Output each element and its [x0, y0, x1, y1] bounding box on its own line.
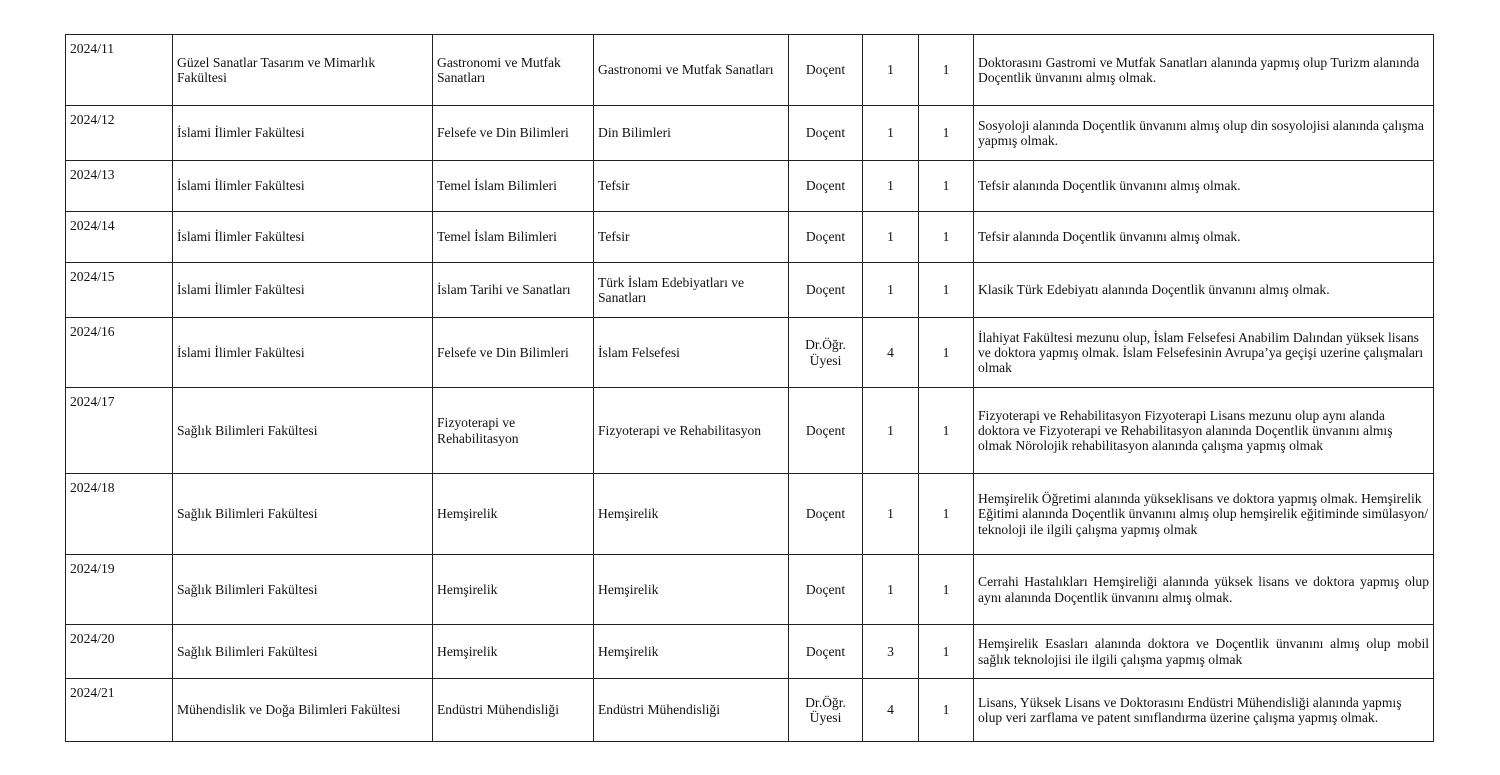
department-cell: Hemşirelik [433, 474, 594, 555]
program-cell: Din Bilimleri [594, 106, 789, 161]
requirement-cell: Sosyoloji alanında Doçentlik ünvanını almış olup din sosyolojisi alanında çalışma yapmış olmak. [974, 106, 1434, 161]
ilan-no: 2024/15 [66, 263, 173, 318]
faculty-cell: İslami İlimler Fakültesi [173, 263, 433, 318]
faculty-cell: Mühendislik ve Doğa Bilimleri Fakültesi [173, 679, 433, 742]
count-cell: 1 [863, 35, 919, 106]
faculty-cell: İslami İlimler Fakültesi [173, 318, 433, 388]
requirement-cell: Hemşirelik Esasları alanında doktora ve Doçentlik ünvanını almış olup mobil sağlık teknolojisi ile ilgili çalışma yapmış olmak [974, 625, 1434, 679]
requirement-cell: İlahiyat Fakültesi mezunu olup, İslam Felsefesi Anabilim Dalından yüksek lisans ve doktora yapmış olmak. İslam Felsefesinin Avrupa’ya geçişi uzerine çalışmaları olmak [974, 318, 1434, 388]
department-cell: Hemşirelik [433, 555, 594, 625]
table-row [66, 388, 1434, 474]
faculty-cell: İslami İlimler Fakültesi [173, 106, 433, 161]
title-cell: Doçent [789, 35, 863, 106]
faculty-positions-table [65, 34, 1434, 742]
position-cell: 1 [919, 625, 974, 679]
position-cell: 1 [919, 679, 974, 742]
count-cell: 4 [863, 318, 919, 388]
title-cell: Doçent [789, 625, 863, 679]
table-row [66, 679, 1434, 742]
title-cell: Doçent [789, 474, 863, 555]
table-row [66, 555, 1434, 625]
table-row [66, 161, 1434, 212]
program-cell: Fizyoterapi ve Rehabilitasyon [594, 388, 789, 474]
ilan-no: 2024/12 [66, 106, 173, 161]
position-cell: 1 [919, 263, 974, 318]
position-cell: 1 [919, 388, 974, 474]
program-cell: Tefsir [594, 212, 789, 263]
requirement-cell: Hemşirelik Öğretimi alanında yükseklisans ve doktora yapmış olmak. Hemşirelik Eğitimi alanında Doçentlik ünvanını almış olup hemşirelik eğitiminde simülasyon/ teknoloji ile ilgili çalışma yapmış olmak [974, 474, 1434, 555]
faculty-cell: Güzel Sanatlar Tasarım ve Mimarlık Fakültesi [173, 35, 433, 106]
title-cell: Doçent [789, 212, 863, 263]
department-cell: Felsefe ve Din Bilimleri [433, 106, 594, 161]
ilan-no: 2024/11 [66, 35, 173, 106]
ilan-no: 2024/13 [66, 161, 173, 212]
table-row [66, 263, 1434, 318]
position-cell: 1 [919, 161, 974, 212]
faculty-cell: İslami İlimler Fakültesi [173, 212, 433, 263]
department-cell: Fizyoterapi ve Rehabilitasyon [433, 388, 594, 474]
department-cell: İslam Tarihi ve Sanatları [433, 263, 594, 318]
program-cell: Endüstri Mühendisliği [594, 679, 789, 742]
requirement-cell: Tefsir alanında Doçentlik ünvanını almış olmak. [974, 212, 1434, 263]
count-cell: 1 [863, 212, 919, 263]
ilan-no: 2024/17 [66, 388, 173, 474]
requirement-cell: Klasik Türk Edebiyatı alanında Doçentlik ünvanını almış olmak. [974, 263, 1434, 318]
title-cell: Doçent [789, 263, 863, 318]
position-cell: 1 [919, 212, 974, 263]
program-cell: Gastronomi ve Mutfak Sanatları [594, 35, 789, 106]
table-row [66, 35, 1434, 106]
count-cell: 1 [863, 263, 919, 318]
position-cell: 1 [919, 318, 974, 388]
title-cell: Dr.Öğr. Üyesi [789, 679, 863, 742]
faculty-cell: Sağlık Bilimleri Fakültesi [173, 388, 433, 474]
requirement-cell: Lisans, Yüksek Lisans ve Doktorasını Endüstri Mühendisliği alanında yapmış olup veri zarflama ve patent sınıflandırma üzerine çalışma yapmış olmak. [974, 679, 1434, 742]
faculty-cell: Sağlık Bilimleri Fakültesi [173, 625, 433, 679]
count-cell: 1 [863, 388, 919, 474]
faculty-cell: Sağlık Bilimleri Fakültesi [173, 474, 433, 555]
count-cell: 1 [863, 106, 919, 161]
department-cell: Hemşirelik [433, 625, 594, 679]
department-cell: Temel İslam Bilimleri [433, 212, 594, 263]
table-row [66, 212, 1434, 263]
program-cell: Türk İslam Edebiyatları ve Sanatları [594, 263, 789, 318]
count-cell: 1 [863, 161, 919, 212]
ilan-no: 2024/20 [66, 625, 173, 679]
ilan-no: 2024/18 [66, 474, 173, 555]
faculty-cell: Sağlık Bilimleri Fakültesi [173, 555, 433, 625]
title-cell: Doçent [789, 388, 863, 474]
position-cell: 1 [919, 474, 974, 555]
title-cell: Doçent [789, 555, 863, 625]
faculty-cell: İslami İlimler Fakültesi [173, 161, 433, 212]
department-cell: Felsefe ve Din Bilimleri [433, 318, 594, 388]
department-cell: Endüstri Mühendisliği [433, 679, 594, 742]
count-cell: 3 [863, 625, 919, 679]
requirement-cell: Doktorasını Gastromi ve Mutfak Sanatları alanında yapmış olup Turizm alanında Doçentlik ünvanını almış olmak. [974, 35, 1434, 106]
title-cell: Doçent [789, 106, 863, 161]
program-cell: Hemşirelik [594, 555, 789, 625]
requirement-cell: Cerrahi Hastalıkları Hemşireliği alanında yüksek lisans ve doktora yapmış olup aynı alanında Doçentlik ünvanını almış olmak. [974, 555, 1434, 625]
count-cell: 1 [863, 555, 919, 625]
count-cell: 4 [863, 679, 919, 742]
program-cell: Hemşirelik [594, 474, 789, 555]
table-row [66, 318, 1434, 388]
position-cell: 1 [919, 35, 974, 106]
ilan-no: 2024/19 [66, 555, 173, 625]
ilan-no: 2024/16 [66, 318, 173, 388]
ilan-no: 2024/21 [66, 679, 173, 742]
requirement-cell: Fizyoterapi ve Rehabilitasyon Fizyoterapi Lisans mezunu olup aynı alanda doktora ve Fizyoterapi ve Rehabilitasyon alanında Doçentlik ünvanını almış olmak Nörolojik rehabilitasyon alanında çalışma yapmış olmak [974, 388, 1434, 474]
position-cell: 1 [919, 106, 974, 161]
count-cell: 1 [863, 474, 919, 555]
position-cell: 1 [919, 555, 974, 625]
requirement-cell: Tefsir alanında Doçentlik ünvanını almış olmak. [974, 161, 1434, 212]
table-row [66, 474, 1434, 555]
title-cell: Dr.Öğr. Üyesi [789, 318, 863, 388]
program-cell: Hemşirelik [594, 625, 789, 679]
title-cell: Doçent [789, 161, 863, 212]
program-cell: Tefsir [594, 161, 789, 212]
table-row [66, 625, 1434, 679]
department-cell: Gastronomi ve Mutfak Sanatları [433, 35, 594, 106]
ilan-no: 2024/14 [66, 212, 173, 263]
department-cell: Temel İslam Bilimleri [433, 161, 594, 212]
table-row [66, 106, 1434, 161]
program-cell: İslam Felsefesi [594, 318, 789, 388]
